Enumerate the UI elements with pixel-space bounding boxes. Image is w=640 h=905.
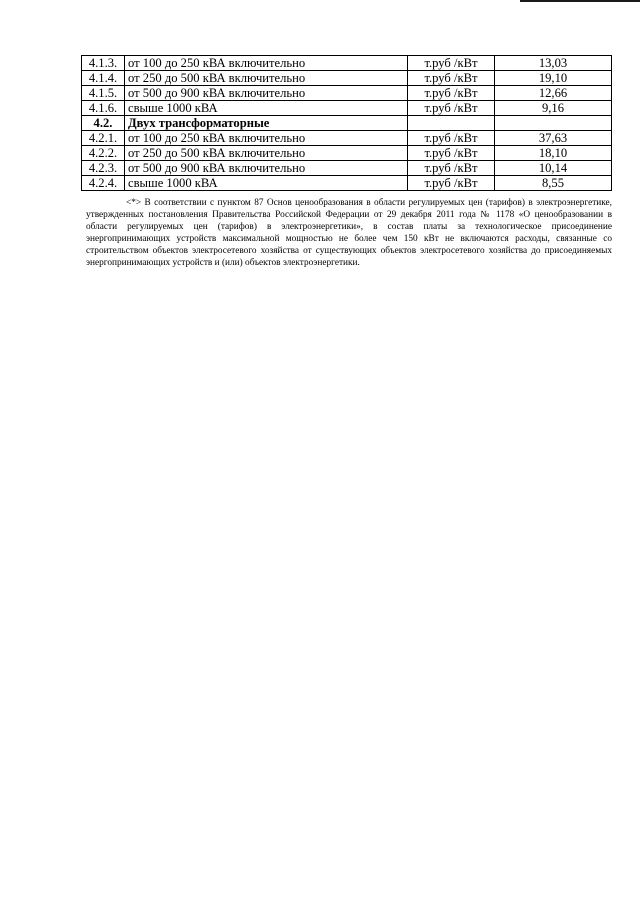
- row-unit: т.руб /кВт: [408, 86, 495, 101]
- row-value: 10,14: [495, 161, 612, 176]
- row-description: от 500 до 900 кВА включительно: [125, 161, 408, 176]
- row-number: 4.2.1.: [82, 131, 125, 146]
- row-unit: т.руб /кВт: [408, 101, 495, 116]
- row-description: от 100 до 250 кВА включительно: [125, 131, 408, 146]
- row-value: 13,03: [495, 56, 612, 71]
- row-unit: т.руб /кВт: [408, 146, 495, 161]
- scan-edge-line: [520, 0, 640, 2]
- table-row: [82, 86, 612, 101]
- tariff-table: [81, 55, 612, 191]
- row-description: свыше 1000 кВА: [125, 176, 408, 191]
- table-row: [82, 131, 612, 146]
- row-number: 4.1.5.: [82, 86, 125, 101]
- row-description: от 250 до 500 кВА включительно: [125, 71, 408, 86]
- table-row: [82, 161, 612, 176]
- row-description: Двух трансформаторные: [125, 116, 408, 131]
- row-number: 4.1.4.: [82, 71, 125, 86]
- row-value: 8,55: [495, 176, 612, 191]
- row-unit: т.руб /кВт: [408, 131, 495, 146]
- row-unit: т.руб /кВт: [408, 161, 495, 176]
- row-value: [495, 116, 612, 131]
- row-unit: т.руб /кВт: [408, 71, 495, 86]
- table-row: [82, 71, 612, 86]
- row-unit: т.руб /кВт: [408, 176, 495, 191]
- row-unit: т.руб /кВт: [408, 56, 495, 71]
- table-row: [82, 101, 612, 116]
- row-value: 12,66: [495, 86, 612, 101]
- row-number: 4.2.2.: [82, 146, 125, 161]
- row-number: 4.1.6.: [82, 101, 125, 116]
- row-number: 4.2.4.: [82, 176, 125, 191]
- row-description: от 250 до 500 кВА включительно: [125, 146, 408, 161]
- footnote-text: <*> В соответствии с пунктом 87 Основ ценообразования в области регулируемых цен (тарифов) в электроэнергетике, утвержденных постановления Правительства Российской Федерации от 29 декабря 2011 года № 1178 «О ценообразовании в области регулируемых цен (тарифов) в электроэнергетики», в состав платы за технологическое присоединение энергопринимающих устройств максимальной мощностью не более чем 150 кВт не включаются расходы, связанные со строительством объектов электросетевого хозяйства от существующих объектов электросетевого хозяйства до присоединяемых энергопринимающих устройств и (или) объектов электроэнергетики.: [86, 198, 612, 269]
- row-number: 4.2.: [82, 116, 125, 131]
- row-value: 9,16: [495, 101, 612, 116]
- table-section-row: [82, 116, 612, 131]
- row-description: от 500 до 900 кВА включительно: [125, 86, 408, 101]
- row-number: 4.2.3.: [82, 161, 125, 176]
- row-description: от 100 до 250 кВА включительно: [125, 56, 408, 71]
- row-value: 19,10: [495, 71, 612, 86]
- table-row: [82, 176, 612, 191]
- table-row: [82, 56, 612, 71]
- row-value: 18,10: [495, 146, 612, 161]
- row-description: свыше 1000 кВА: [125, 101, 408, 116]
- table-row: [82, 146, 612, 161]
- row-unit: [408, 116, 495, 131]
- row-number: 4.1.3.: [82, 56, 125, 71]
- row-value: 37,63: [495, 131, 612, 146]
- tariff-table-body: [82, 56, 612, 191]
